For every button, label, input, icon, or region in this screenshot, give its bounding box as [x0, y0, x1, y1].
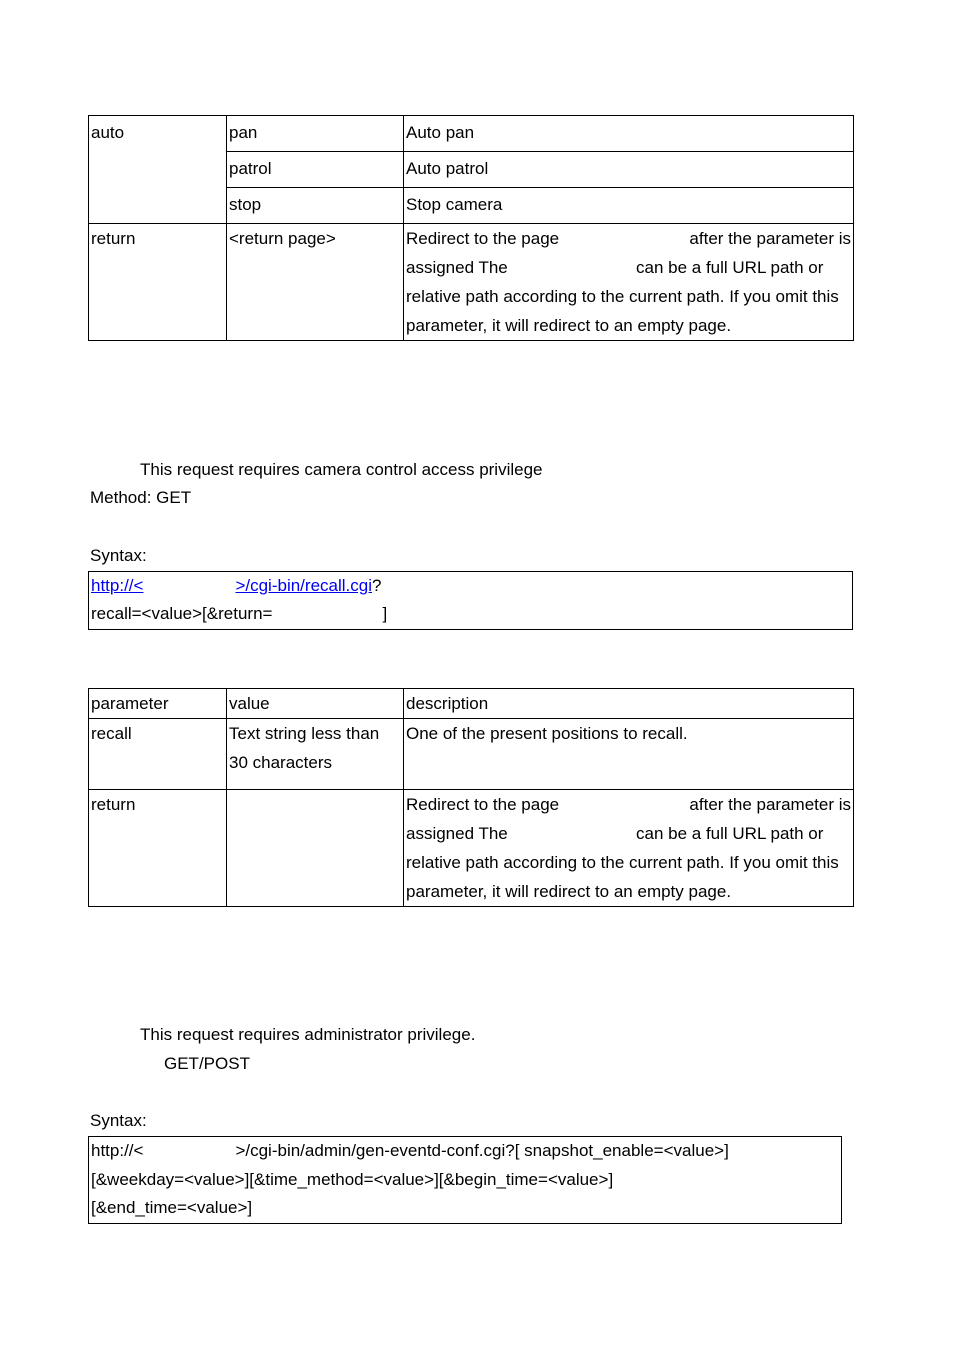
desc-text: Redirect to the page — [406, 229, 560, 248]
desc-text: after the parameter is — [689, 229, 851, 248]
desc-text: Redirect to the page — [406, 795, 560, 814]
method-label: GET/POST — [164, 1054, 250, 1073]
method-label: Method: GET — [90, 488, 192, 507]
desc-text: assigned The — [406, 258, 508, 277]
recall-parameter-table — [88, 688, 854, 907]
return-desc-cell — [404, 790, 854, 907]
desc-text: after the parameter is — [689, 795, 851, 814]
header-cell: description — [404, 689, 854, 719]
header-cell: value — [227, 689, 404, 719]
value-cell: stop — [227, 188, 404, 224]
desc-text: can be a full URL path or — [636, 258, 824, 277]
desc-cell: Auto pan — [404, 116, 854, 152]
syntax-line: recall=<value>[&return= ] — [91, 604, 388, 623]
value-cell: patrol — [227, 152, 404, 188]
param-cell: recall — [89, 719, 227, 790]
value-text: 30 characters — [229, 753, 332, 772]
syntax-label: Syntax: — [90, 546, 147, 565]
return-desc-cell — [404, 224, 854, 341]
syntax-box — [88, 1136, 842, 1224]
desc-text: assigned The — [406, 824, 508, 843]
desc-cell: Stop camera — [404, 188, 854, 224]
value-cell: pan — [227, 116, 404, 152]
desc-cell: Auto patrol — [404, 152, 854, 188]
syntax-line: [&end_time=<value>] — [91, 1198, 253, 1217]
header-cell: parameter — [89, 689, 227, 719]
ptz-auto-parameter-table — [88, 115, 854, 341]
param-cell: auto — [89, 116, 227, 224]
value-cell: <return page> — [227, 224, 404, 341]
desc-text: parameter, it will redirect to an empty page. — [406, 882, 732, 901]
syntax-line: http://< >/cgi-bin/admin/gen-eventd-conf.cgi?[ snapshot_enable=<value>] — [91, 1141, 729, 1160]
desc-text: can be a full URL path or — [636, 824, 824, 843]
syntax-label: Syntax: — [90, 1111, 147, 1130]
desc-text: parameter, it will redirect to an empty page. — [406, 316, 732, 335]
desc-text: relative path according to the current path. If you omit this — [406, 853, 839, 872]
value-cell — [227, 790, 404, 907]
param-cell: return — [89, 224, 227, 341]
value-cell — [227, 719, 404, 790]
privilege-note: This request requires camera control access privilege — [140, 460, 543, 479]
syntax-line — [91, 576, 381, 596]
value-text: Text string less than — [229, 724, 380, 743]
desc-cell: One of the present positions to recall. — [404, 719, 854, 790]
syntax-box — [88, 571, 853, 630]
desc-text: relative path according to the current path. If you omit this — [406, 287, 839, 306]
privilege-note: This request requires administrator privilege. — [140, 1025, 476, 1044]
syntax-line: [&weekday=<value>][&time_method=<value>][&begin_time=<value>] — [91, 1170, 614, 1189]
param-cell: return — [89, 790, 227, 907]
syntax-qmark: ? — [371, 576, 382, 595]
recall-url-link[interactable]: http://< >/cgi-bin/recall.cgi — [91, 576, 372, 595]
